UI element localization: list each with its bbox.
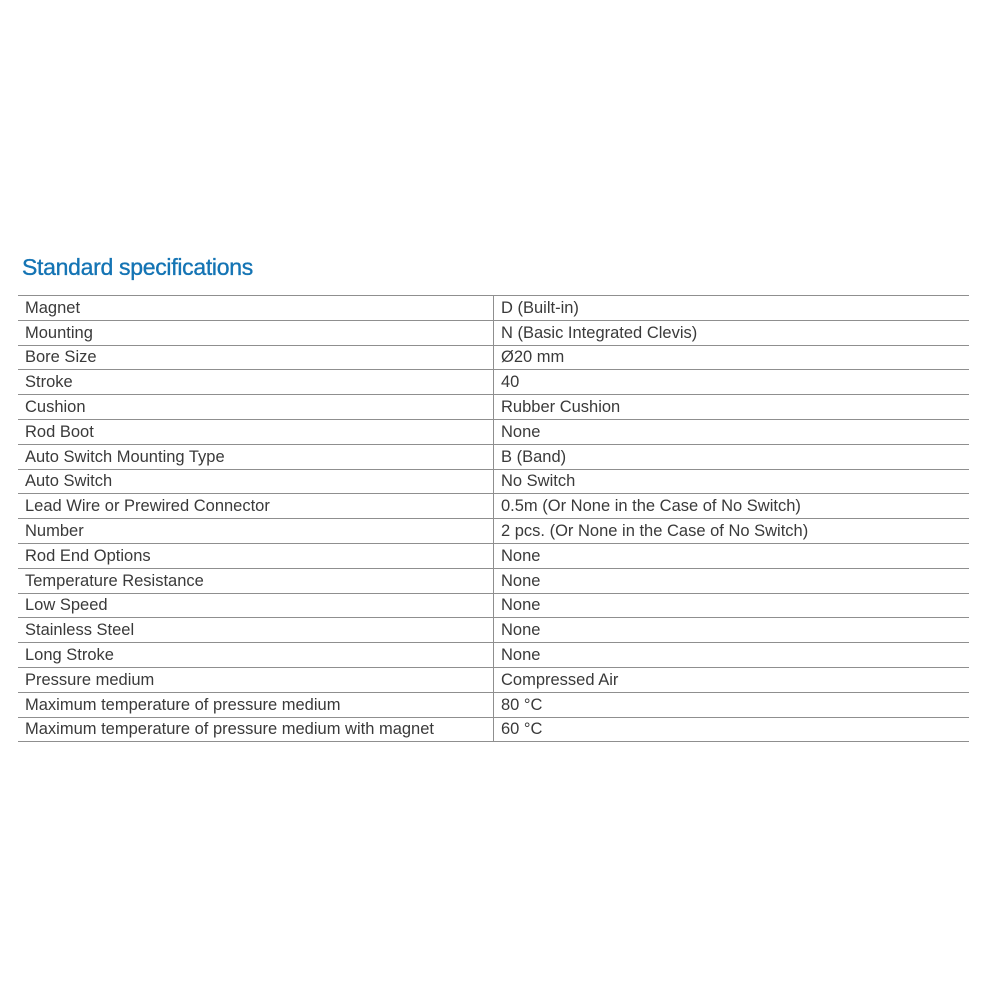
table-row	[18, 345, 969, 370]
spec-value: 80 °C	[494, 692, 970, 717]
table-row	[18, 494, 969, 519]
spec-value: No Switch	[494, 469, 970, 494]
spec-value: 2 pcs. (Or None in the Case of No Switch)	[494, 519, 970, 544]
spec-label: Low Speed	[18, 593, 494, 618]
table-row	[18, 643, 969, 668]
table-row	[18, 320, 969, 345]
table-row	[18, 296, 969, 321]
spec-label: Magnet	[18, 296, 494, 321]
spec-label: Stainless Steel	[18, 618, 494, 643]
spec-label: Pressure medium	[18, 667, 494, 692]
spec-label: Rod Boot	[18, 419, 494, 444]
spec-value: None	[494, 593, 970, 618]
spec-label: Bore Size	[18, 345, 494, 370]
table-row	[18, 568, 969, 593]
spec-value: Compressed Air	[494, 667, 970, 692]
table-row	[18, 519, 969, 544]
spec-value: N (Basic Integrated Clevis)	[494, 320, 970, 345]
specifications-table-body	[18, 296, 969, 742]
page-title: Standard specifications	[22, 254, 253, 280]
table-row	[18, 370, 969, 395]
spec-value: None	[494, 543, 970, 568]
spec-label: Auto Switch	[18, 469, 494, 494]
spec-value: D (Built-in)	[494, 296, 970, 321]
table-row	[18, 618, 969, 643]
spec-value: Ø20 mm	[494, 345, 970, 370]
spec-value: None	[494, 618, 970, 643]
table-row	[18, 667, 969, 692]
spec-value: None	[494, 643, 970, 668]
table-row	[18, 717, 969, 742]
table-row	[18, 543, 969, 568]
spec-label: Number	[18, 519, 494, 544]
spec-value: 60 °C	[494, 717, 970, 742]
table-row	[18, 692, 969, 717]
spec-label: Cushion	[18, 395, 494, 420]
spec-value: Rubber Cushion	[494, 395, 970, 420]
spec-value: None	[494, 419, 970, 444]
spec-label: Mounting	[18, 320, 494, 345]
spec-label: Temperature Resistance	[18, 568, 494, 593]
spec-value: 40	[494, 370, 970, 395]
spec-label: Lead Wire or Prewired Connector	[18, 494, 494, 519]
table-row	[18, 444, 969, 469]
spec-value: B (Band)	[494, 444, 970, 469]
table-row	[18, 419, 969, 444]
spec-value: 0.5m (Or None in the Case of No Switch)	[494, 494, 970, 519]
spec-label: Long Stroke	[18, 643, 494, 668]
table-row	[18, 469, 969, 494]
spec-label: Maximum temperature of pressure medium with magnet	[18, 717, 494, 742]
spec-label: Stroke	[18, 370, 494, 395]
spec-label: Maximum temperature of pressure medium	[18, 692, 494, 717]
specifications-table	[18, 295, 969, 742]
spec-value: None	[494, 568, 970, 593]
spec-label: Rod End Options	[18, 543, 494, 568]
table-row	[18, 395, 969, 420]
table-row	[18, 593, 969, 618]
spec-label: Auto Switch Mounting Type	[18, 444, 494, 469]
